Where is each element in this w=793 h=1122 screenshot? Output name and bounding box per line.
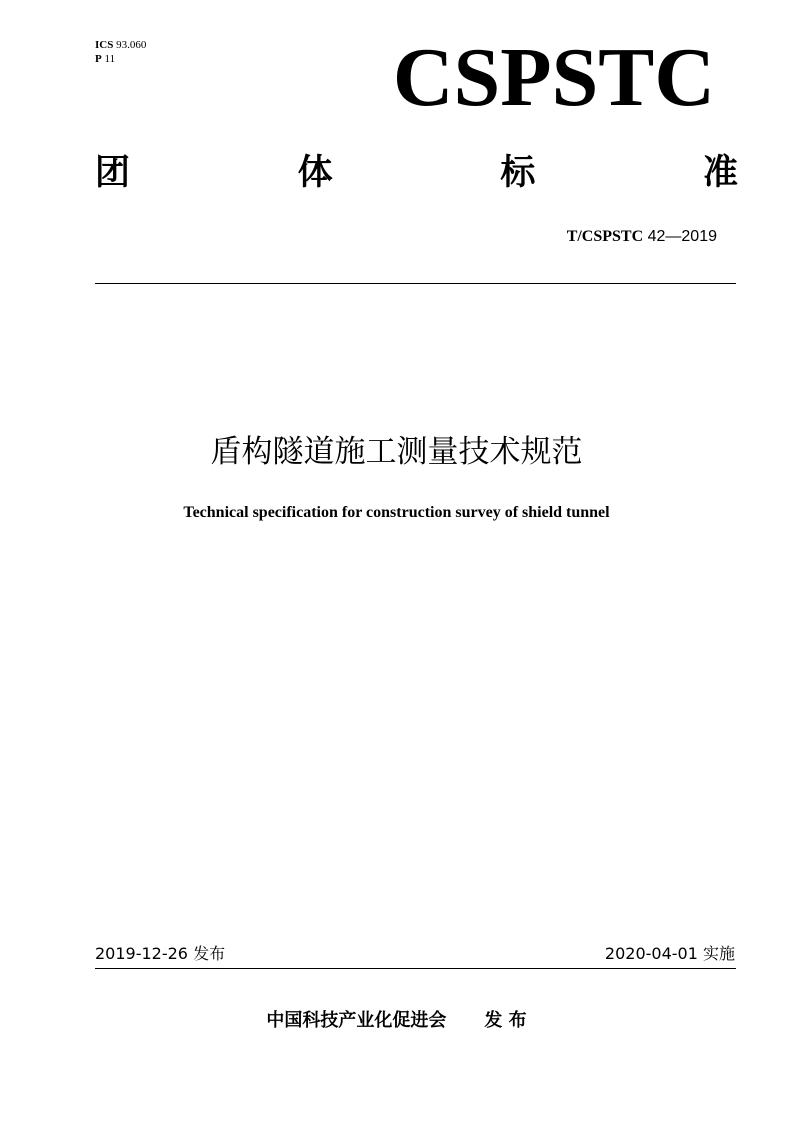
ics-line [95, 38, 146, 52]
ccs-label: P [95, 53, 102, 65]
standard-code-prefix: T/CSPSTC [566, 228, 644, 245]
ics-label: ICS [95, 39, 114, 51]
issue-date: 2019-12-26 发布 [95, 944, 226, 963]
footer-divider [95, 968, 736, 969]
ccs-code: 11 [104, 53, 116, 65]
header-divider [95, 283, 736, 284]
classification-codes [95, 38, 146, 66]
document-title-chinese: 盾构隧道施工测量技术规范 [210, 434, 583, 470]
standard-type-char: 体 [297, 153, 333, 193]
organization-logo: CSPSTC [392, 31, 715, 124]
standard-type-heading [95, 151, 738, 195]
standard-type-char: 团 [95, 153, 131, 193]
publisher-name: 中国科技产业化促进会 [266, 1010, 447, 1031]
implementation-date: 2020-04-01 实施 [604, 944, 735, 963]
document-title-english: Technical specification for construction survey of shield tunnel [183, 504, 610, 521]
ccs-line [95, 52, 146, 66]
standard-code-number: 42—2019 [647, 228, 717, 245]
standard-type-char: 标 [500, 153, 536, 193]
ics-code: 93.060 [116, 39, 147, 51]
publisher-action: 发 布 [484, 1010, 527, 1031]
standard-code [567, 227, 717, 247]
publisher-line [0, 1009, 793, 1033]
standard-type-char: 准 [702, 153, 738, 193]
